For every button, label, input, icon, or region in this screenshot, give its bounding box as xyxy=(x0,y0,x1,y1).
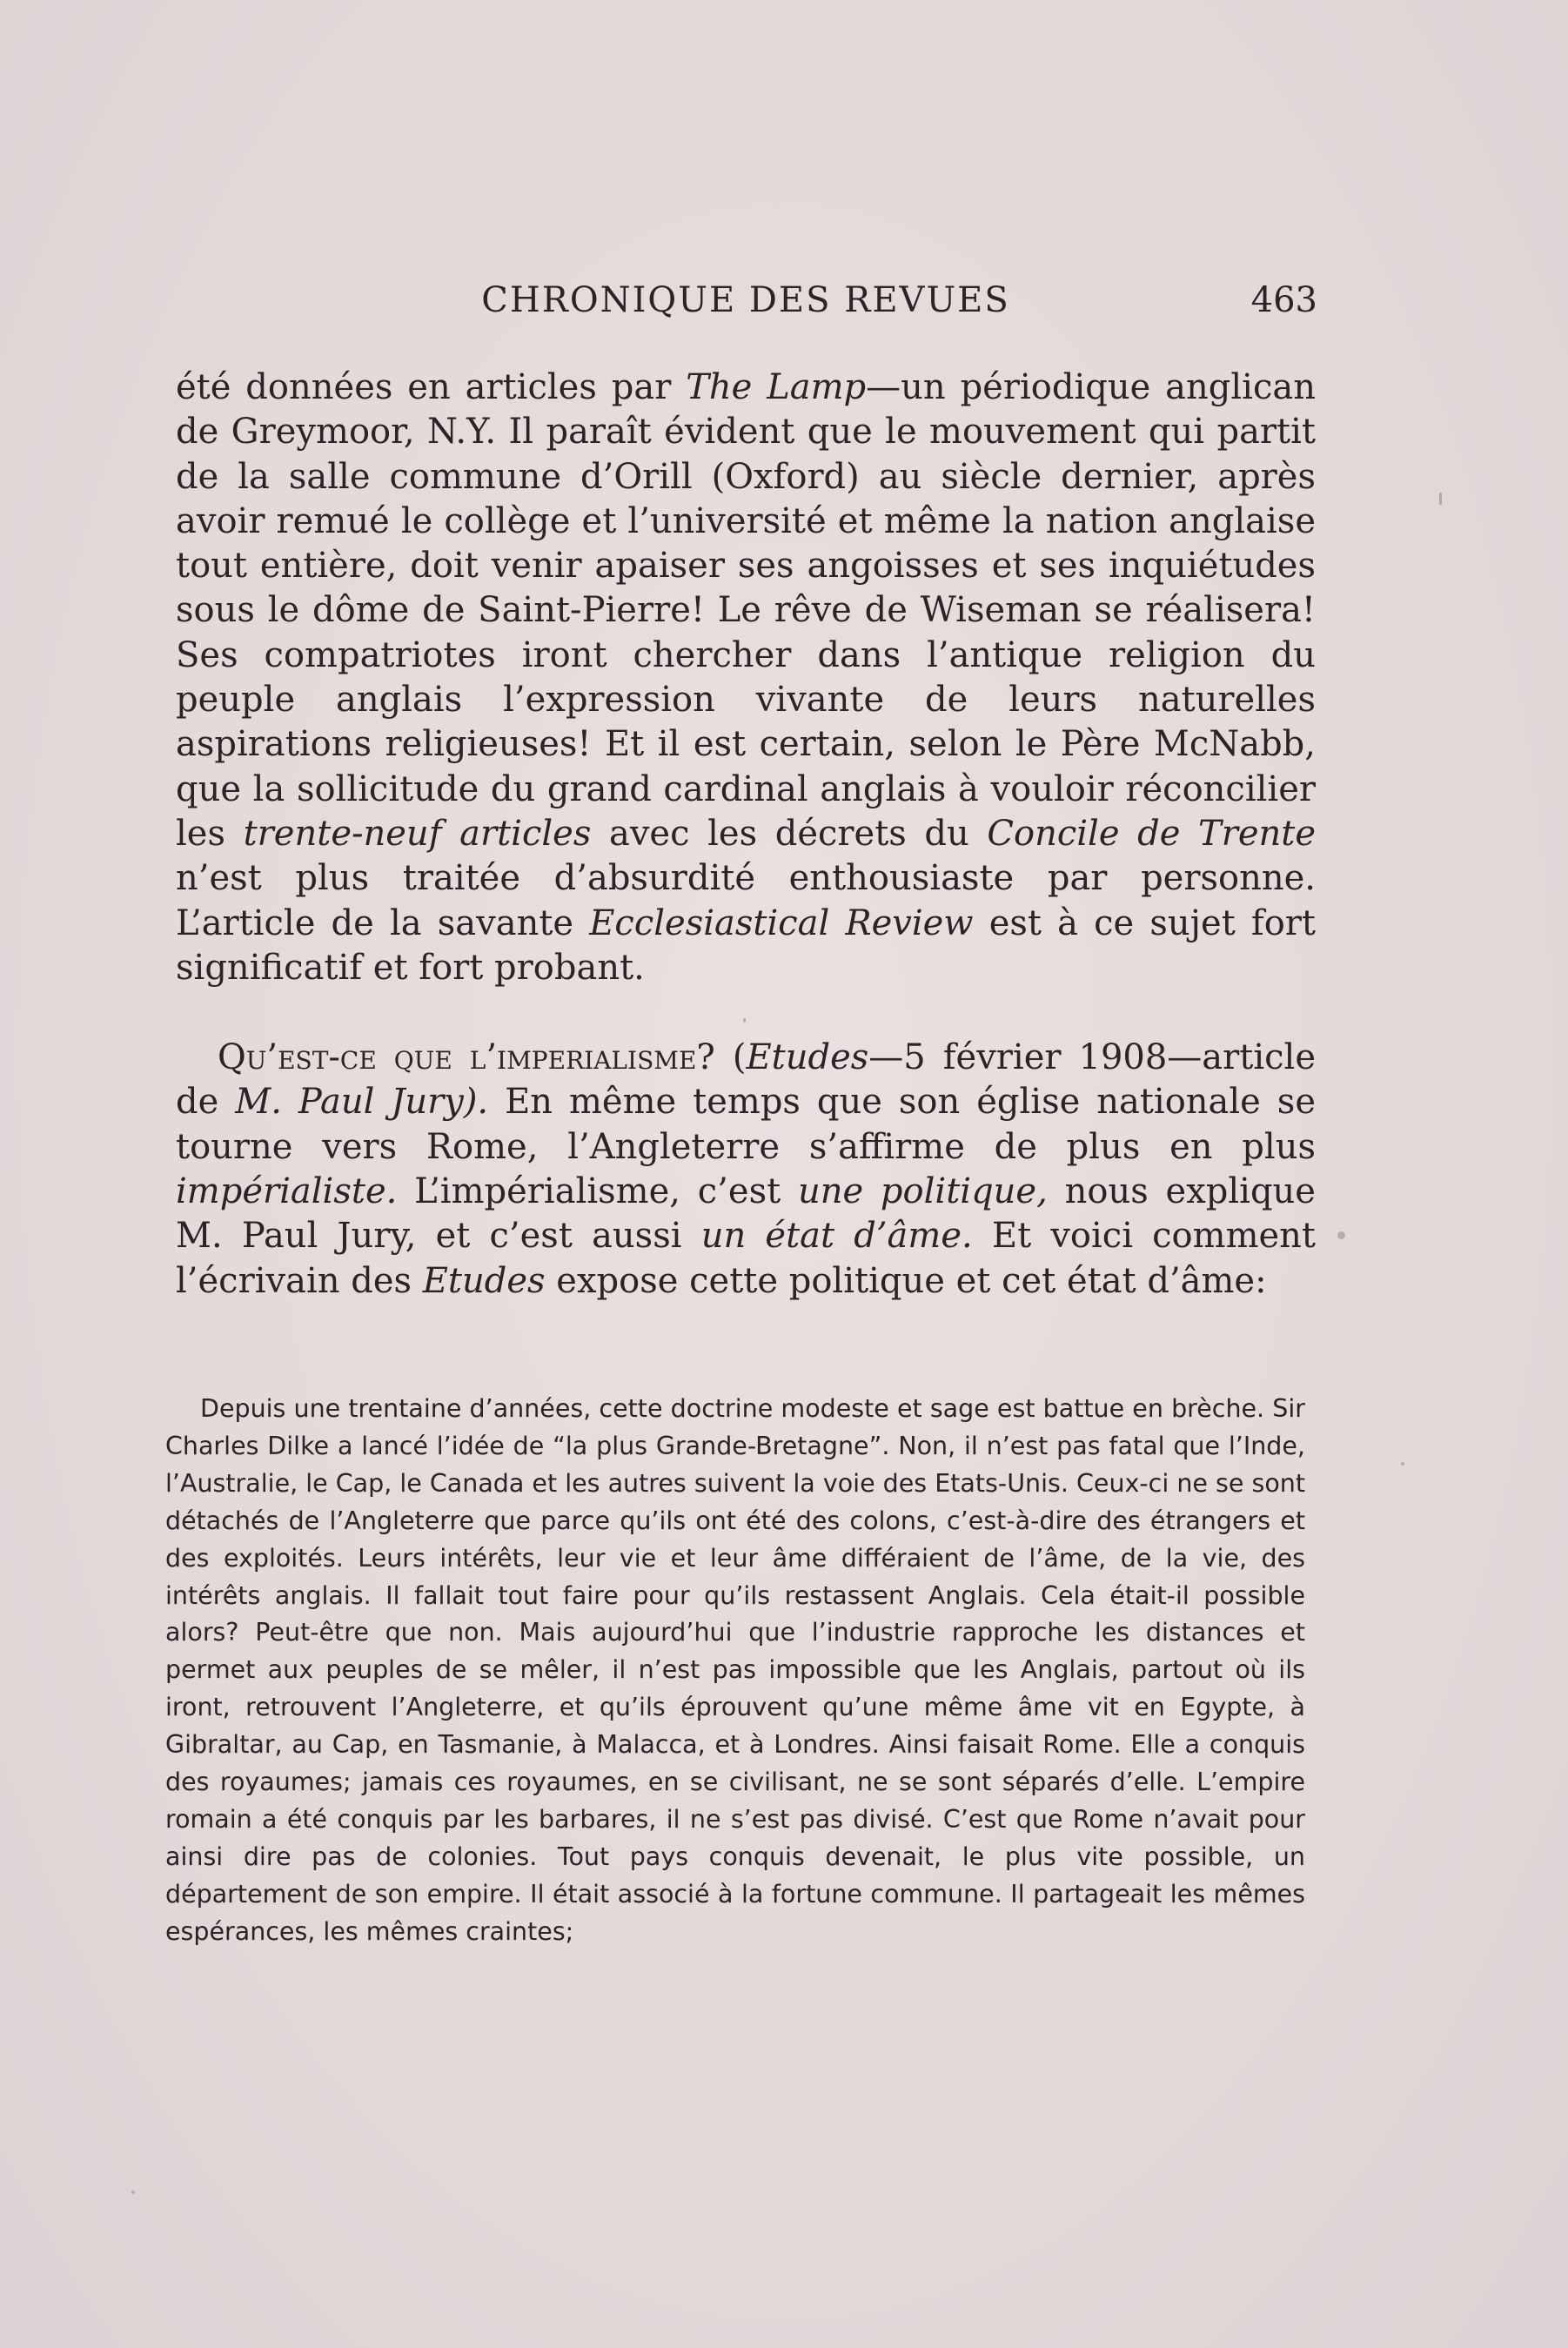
source-etudes: Etudes xyxy=(746,1037,869,1078)
paper-speck xyxy=(1439,493,1442,505)
source-date: —5 février 1908—article de xyxy=(176,1037,1316,1123)
term-une-politique: une politique, xyxy=(797,1171,1048,1212)
paragraph-1-text: est à ce sujet fort significatif et fort probant. xyxy=(176,902,1316,988)
main-text xyxy=(176,366,1316,1304)
paragraph-1-text: n’est plus traitée d’absurdité enthousiaste par personne. L’article de la savante xyxy=(176,858,1316,943)
page-number: 463 xyxy=(1250,280,1317,320)
title-concile-de-trente: Concile de Trente xyxy=(987,813,1317,854)
term-un-etat-dame: un état d’âme. xyxy=(700,1216,973,1257)
paragraph-2-text: L’impérialisme, c’est xyxy=(397,1171,798,1212)
title-etudes: Etudes xyxy=(422,1260,546,1301)
paragraph-2-text: nous explique M. Paul Jury, et c’est aussi xyxy=(176,1171,1316,1257)
page-header xyxy=(174,280,1317,332)
paragraph-2 xyxy=(176,1036,1316,1304)
paragraph-1-text: été données en articles par xyxy=(176,367,687,407)
block-quote xyxy=(165,1391,1305,1951)
paper-speck xyxy=(1401,1462,1404,1466)
paper-speck xyxy=(131,2190,135,2194)
title-ecclesiastical-review: Ecclesiastical Review xyxy=(589,902,974,943)
paper-speck xyxy=(743,1018,746,1023)
paragraph-2-text: ( xyxy=(714,1037,747,1078)
paper-speck xyxy=(1337,1231,1345,1239)
quote-text: Depuis une trentaine d’années, cette doctrine modeste et sage est battue en brèche. Sir Charles Dilke a lancé l’idée de “la plus Grande-Bretagne”. Non, il n’est pas fatal que l’Inde, l’Australie, le Cap, le Canada et les autres suivent la voie des Etats-Unis. Ceux-ci ne se sont détachés de l’Angleterre que parce qu’ils ont été des colons, c’est-à-dire des étrangers et des exploités. Leurs intérêts, leur vie et leur âme différaient de l’âme, de la vie, des intérêts anglais. Il fallait tout faire pour qu’ils restassent Anglais. Cela était-il possible alors? Peut-être que non. Mais aujourd’hui que l’industrie rapproche les distances et permet aux peuples de se mêler, il n’est pas impossible que les Anglais, partout où ils iront, retrouvent l’Angleterre, et qu’ils éprouvent qu’une même âme vit en Egypte, à Gibraltar, au Cap, en Tasmanie, à Malacca, et à Londres. Ainsi faisait Rome. Elle a conquis des royaumes; jamais ces royaumes, en se civilisant, ne se sont séparés d’elle. L’empire romain a été conquis par les barbares, il ne s’est pas divisé. C’est que Rome n’avait pour ainsi dire pas de colonies. Tout pays conquis devenait, le plus vite possible, un département de son empire. Il était associé à la fortune commune. Il partageait les mêmes espérances, les mêmes craintes; xyxy=(165,1394,1305,1946)
running-title: CHRONIQUE DES REVUES xyxy=(481,280,1010,320)
paragraph-1 xyxy=(176,366,1316,990)
paragraph-1-text: —un périodique anglican de Greymoor, N.Y. Il paraît évident que le mouvement qui partit de la salle commune d’Orill (Oxford) au siècle dernier, après avoir remué le collège et l’université et même la nation anglaise tout entière, doit venir apaiser ses angoisses et ses inquiétudes sous le dôme de Saint-Pierre! Le rêve de Wiseman se réalisera! Ses compatriotes iront chercher dans l’antique religion du peuple anglais l’expression vivante de leurs naturelles aspirations religieuses! Et il est certain, selon le Père McNabb, que la sollicitude du grand cardinal anglais à vouloir réconcilier les xyxy=(176,367,1316,854)
title-the-lamp: The Lamp xyxy=(686,367,867,407)
paragraph-2-text: Et voici comment l’écrivain des xyxy=(176,1216,1317,1301)
section-heading: Qu’est-ce que l’imperialisme? xyxy=(218,1037,715,1078)
paragraph-2-text: En même temps que son église nationale se tourne vers Rome, l’Angleterre s’affirme de plus en plus xyxy=(176,1082,1316,1167)
paragraph-gap xyxy=(176,990,1316,1036)
paragraph-2-text: expose cette politique et cet état d’âme: xyxy=(545,1260,1267,1301)
paragraph-1-text: avec les décrets du xyxy=(591,813,988,854)
source-author: M. Paul Jury). xyxy=(235,1082,489,1123)
term-imperialiste: impérialiste. xyxy=(176,1171,398,1212)
title-trente-neuf-articles: trente-neuf articles xyxy=(243,813,592,854)
